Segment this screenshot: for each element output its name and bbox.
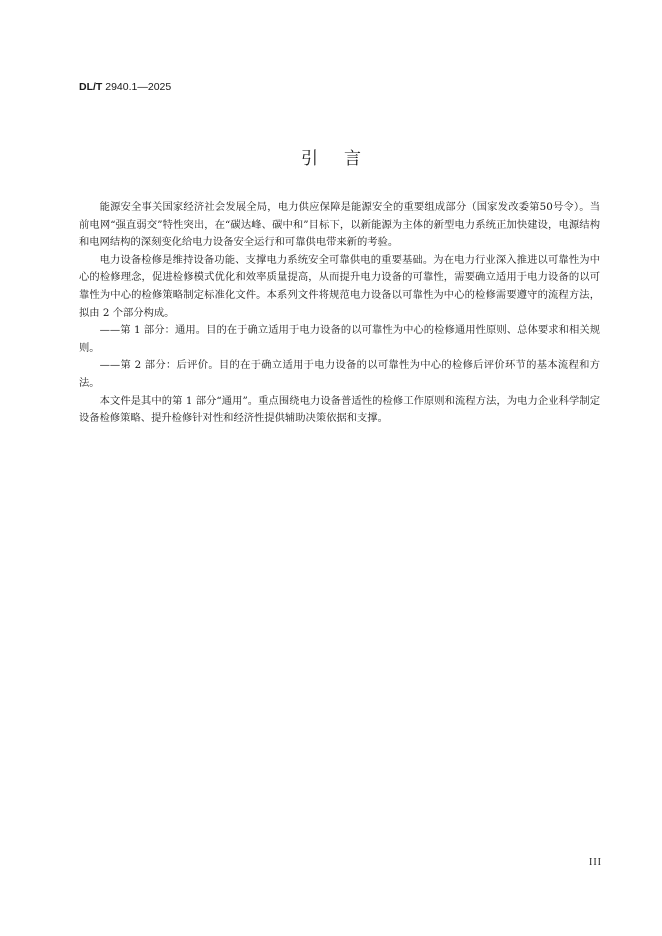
document-code-prefix: DL/T — [79, 81, 103, 93]
paragraph-part-2: ——第 2 部分：后评价。目的在于确立适用于电力设备的以可靠性为中心的检修后评价环节的基本流程和方法。 — [79, 359, 600, 389]
document-code-number: 2940.1—2025 — [105, 81, 172, 93]
section-title: 引言 — [301, 149, 387, 169]
document-code — [79, 80, 171, 94]
introduction-body — [79, 199, 600, 428]
paragraph-this-document: 本文件是其中的第 1 部分“通用”。重点围绕电力设备普适性的检修工作原则和流程方法，为电力企业科学制定设备检修策略、提升检修针对性和经济性提供辅助决策依据和支撑。 — [79, 394, 600, 425]
page-number: III — [589, 857, 602, 868]
paragraph-energy-security: 能源安全事关国家经济社会发展全局，电力供应保障是能源安全的重要组成部分（国家发改委第50号令）。当前电网“强直弱交”特性突出，在“碳达峰、碳中和”目标下，以新能源为主体的新型电力系统正加快建设，电源结构和电网结构的深刻变化给电力设备安全运行和可靠供电带来新的考验。 — [79, 201, 600, 249]
paragraph-maintenance: 电力设备检修是维持设备功能、支撑电力系统安全可靠供电的重要基础。为在电力行业深入推进以可靠性为中心的检修理念，促进检修模式优化和效率质量提高，从而提升电力设备的可靠性，需要确立适用于电力设备的以可靠性为中心的检修策略制定标准化文件。本系列文件将规范电力设备以可靠性为中心的检修需要遵守的流程方法，拟由 2 个部分构成。 — [79, 253, 600, 319]
paragraph-part-1: ——第 1 部分：通用。目的在于确立适用于电力设备的以可靠性为中心的检修通用性原则、总体要求和相关规则。 — [79, 324, 600, 354]
